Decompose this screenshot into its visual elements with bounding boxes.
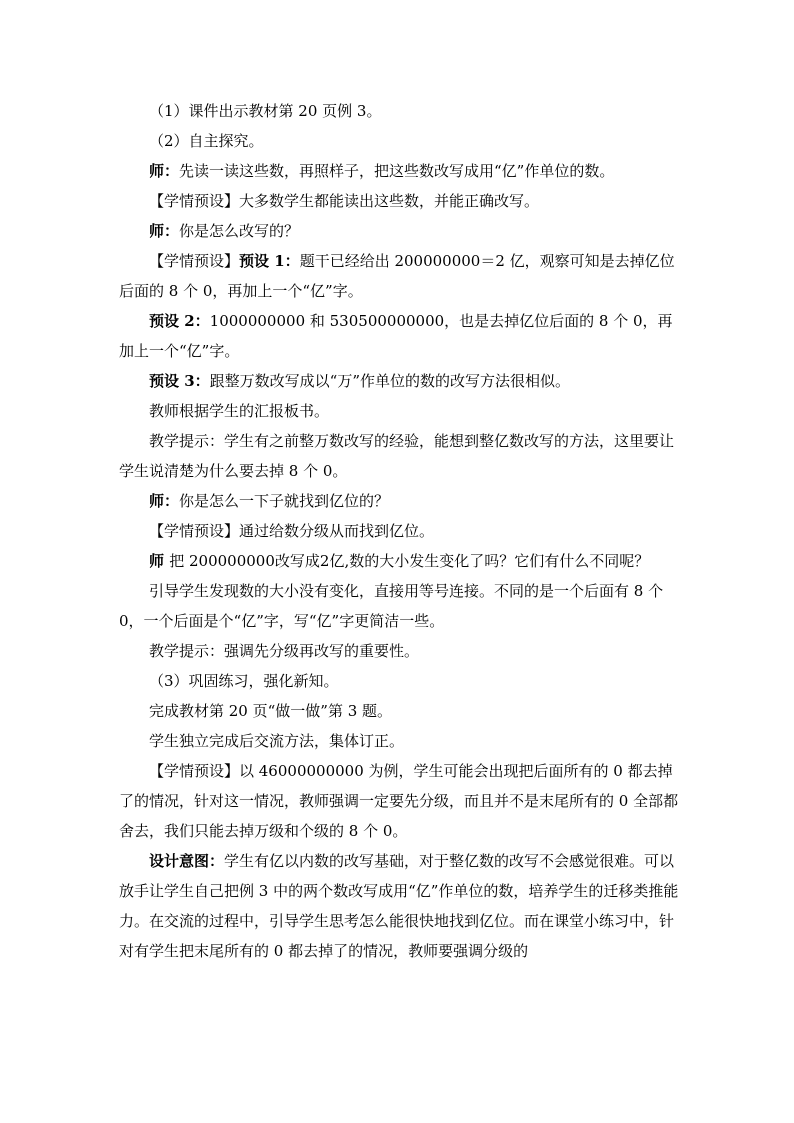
paragraph-text: 【学情预设】以 46000000000 为例，学生可能会出现把后面所有的 0 都去掉了的情况，针对这一情况，教师强调一定要先分级，而且并不是末尾所有的 0 全部都舍去，我们只能去掉万级和个级的 8 个 0。	[119, 762, 679, 840]
paragraph-8	[119, 366, 681, 396]
paragraph-text: 先读一读这些数，再照样子，把这些数改写成用“亿”作单位的数。	[179, 162, 615, 180]
paragraph-17	[119, 696, 681, 726]
paragraph-lead: 师：	[149, 492, 180, 510]
paragraph-text: 学生有亿以内数的改写基础，对于整亿数的改写不会感觉很难。可以放手让学生自己把例 3 中的两个数改写成用“亿”作单位的数，培养学生的迁移类推能力。在交流的过程中，引导学生思考怎么能很快地找到亿位。而在课堂小练习中，针对有学生把末尾所有的 0 都去掉了的情况，教师要强调分级的	[119, 852, 679, 960]
paragraph-19	[119, 756, 681, 846]
paragraph-text: 教师根据学生的汇报板书。	[149, 402, 330, 420]
paragraph-text: （2）自主探究。	[149, 132, 264, 150]
paragraph-text: 跟整万数改写成以“万”作单位的数的改写方法很相似。	[209, 372, 571, 390]
paragraph-lead: 师：	[149, 222, 180, 240]
paragraph-text: 引导学生发现数的大小没有变化，直接用等号连接。不同的是一个后面有 8 个 0，一个后面是个“亿”字，写“亿”字更简洁一些。	[119, 582, 664, 630]
paragraph-text: 学生独立完成后交流方法，集体订正。	[149, 732, 405, 750]
paragraph-text: 【学情预设】	[149, 252, 240, 270]
paragraph-text: 【学情预设】大多数学生都能读出这些数，并能正确改写。	[149, 192, 540, 210]
paragraph-lead: 师：	[149, 162, 180, 180]
paragraph-3	[119, 156, 681, 186]
paragraph-lead: 设计意图：	[149, 852, 225, 870]
paragraph-1	[119, 96, 681, 126]
paragraph-13	[119, 546, 681, 576]
paragraph-9	[119, 396, 681, 426]
paragraph-7	[119, 306, 681, 366]
paragraph-lead: 预设 2：	[149, 312, 210, 330]
paragraph-11	[119, 486, 681, 516]
paragraph-6	[119, 246, 681, 306]
paragraph-5	[119, 216, 681, 246]
paragraph-lead: 预设 1：	[239, 252, 300, 270]
paragraph-text-2: 题干已经给出 200000000＝2 亿，观察可知是去掉亿位后面的 8 个 0，再加上一个“亿”字。	[119, 252, 675, 300]
paragraph-text: （3）巩固练习，强化新知。	[149, 672, 339, 690]
paragraph-16	[119, 666, 681, 696]
paragraph-text: 你是怎么改写的？	[179, 222, 300, 240]
paragraph-text: 1000000000 和 530500000000，也是去掉亿位后面的 8 个 0，再加上一个“亿”字。	[119, 312, 673, 360]
paragraph-text: 把 200000000改写成2亿,数的大小发生变化了吗？它们有什么不同呢？	[169, 552, 650, 570]
paragraph-2	[119, 126, 681, 156]
paragraph-text: （1）课件出示教材第 20 页例 3。	[149, 102, 382, 120]
paragraph-14	[119, 576, 681, 636]
paragraph-20	[119, 846, 681, 966]
paragraph-text: 教学提示：学生有之前整万数改写的经验，能想到整亿数改写的方法，这里要让学生说清楚为什么要去掉 8 个 0。	[119, 432, 675, 480]
paragraph-15	[119, 636, 681, 666]
paragraph-lead: 预设 3：	[149, 372, 210, 390]
paragraph-12	[119, 516, 681, 546]
document-body	[119, 96, 681, 966]
paragraph-4	[119, 186, 681, 216]
paragraph-text: 【学情预设】通过给数分级从而找到亿位。	[149, 522, 435, 540]
paragraph-18	[119, 726, 681, 756]
paragraph-text: 你是怎么一下子就找到亿位的？	[179, 492, 390, 510]
paragraph-text: 完成教材第 20 页“做一做”第 3 题。	[149, 702, 393, 720]
paragraph-10	[119, 426, 681, 486]
paragraph-text: 教学提示：强调先分级再改写的重要性。	[149, 642, 420, 660]
paragraph-lead: 师	[149, 552, 170, 570]
